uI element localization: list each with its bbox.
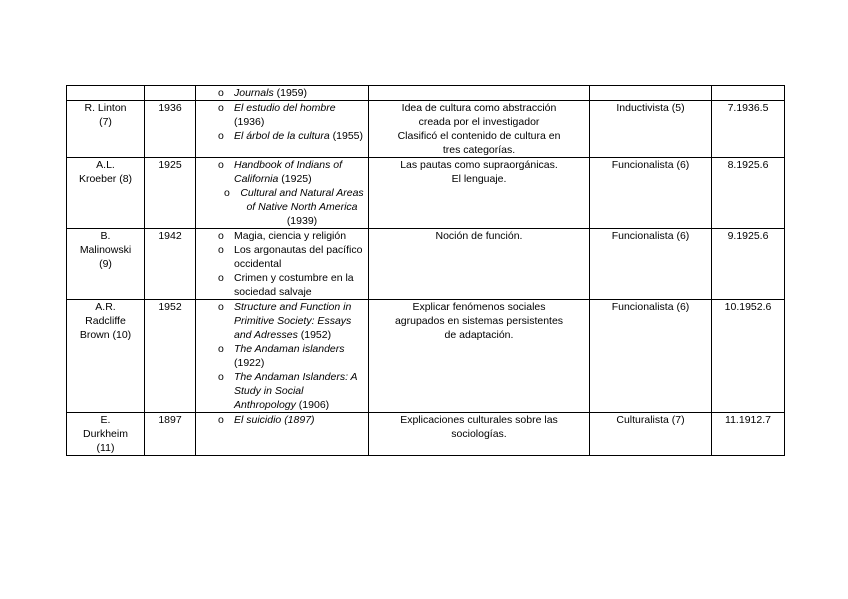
bullet-icon: o <box>218 371 224 383</box>
work-item <box>198 413 366 427</box>
works-cell <box>196 158 369 229</box>
works-cell <box>196 86 369 101</box>
bullet-icon: o <box>218 272 224 284</box>
idea-cell <box>369 300 590 413</box>
bullet-icon: o <box>218 414 224 426</box>
work-text <box>234 342 366 370</box>
work-item <box>198 300 366 342</box>
author-line: (11) <box>96 442 115 454</box>
idea-line: agrupados en sistemas persistentes <box>394 315 564 327</box>
work-title: The Andaman islanders <box>234 343 345 355</box>
year-cell <box>145 86 196 101</box>
work-item <box>198 158 366 186</box>
work-title: El suicidio (1897) <box>234 414 315 426</box>
work-year: (1959) <box>273 87 307 99</box>
work-item <box>198 243 366 271</box>
table-row <box>67 158 785 229</box>
bullet-icon: o <box>218 87 224 99</box>
code-cell <box>712 86 785 101</box>
year-cell: 1925 <box>145 158 196 229</box>
author-cell <box>67 413 145 456</box>
school-cell: Culturalista (7) <box>590 413 712 456</box>
work-text <box>234 158 366 186</box>
work-text <box>234 101 366 129</box>
code-cell: 9.1925.6 <box>712 229 785 300</box>
work-text <box>234 370 366 412</box>
work-year: (1939) <box>286 215 318 227</box>
work-title: Los argonautas del pacífico occidental <box>234 244 363 270</box>
author-cell <box>67 86 145 101</box>
work-title: El estudio del hombre <box>234 102 336 114</box>
school-cell: Funcionalista (6) <box>590 229 712 300</box>
idea-cell <box>369 229 590 300</box>
work-text <box>234 271 366 299</box>
work-text <box>234 243 366 271</box>
work-item <box>198 271 366 299</box>
bullet-icon: o <box>218 159 224 171</box>
work-text <box>234 413 366 427</box>
work-text <box>234 86 366 100</box>
bullet-icon: o <box>218 244 224 256</box>
idea-line: Las pautas como supraorgánicas. <box>400 159 558 171</box>
work-title: Crimen y costumbre en la sociedad salvaje <box>234 272 354 298</box>
bullet-icon: o <box>218 301 224 313</box>
author-line: Malinowski <box>79 244 132 256</box>
school-cell <box>590 86 712 101</box>
school-cell: Inductivista (5) <box>590 101 712 158</box>
work-text <box>238 186 366 228</box>
idea-line: de adaptación. <box>444 329 514 341</box>
bullet-icon: o <box>218 130 224 142</box>
work-text <box>234 300 366 342</box>
author-cell <box>67 229 145 300</box>
work-title: The Andaman Islanders: A Study in Social Anthropology <box>234 371 358 411</box>
table-row <box>67 300 785 413</box>
idea-line: Explicar fenómenos sociales <box>412 301 546 313</box>
idea-line: Explicaciones culturales sobre las <box>400 414 558 426</box>
idea-cell <box>369 86 590 101</box>
work-item <box>198 342 366 370</box>
work-item <box>198 370 366 412</box>
idea-cell <box>369 158 590 229</box>
work-item <box>198 229 366 243</box>
author-line: Radcliffe <box>85 315 126 327</box>
work-year: (1955) <box>329 130 364 142</box>
idea-line: Noción de función. <box>435 230 523 242</box>
work-title: Journals <box>234 87 274 99</box>
idea-line: tres categorías. <box>442 144 516 156</box>
bullet-icon: o <box>218 102 224 114</box>
code-cell: 7.1936.5 <box>712 101 785 158</box>
data-table <box>66 85 785 456</box>
idea-line: Idea de cultura como abstracción <box>401 102 557 114</box>
works-cell <box>196 413 369 456</box>
work-item <box>198 101 366 129</box>
author-cell <box>67 300 145 413</box>
author-line: Kroeber (8) <box>78 173 133 185</box>
work-year: (1952) <box>297 329 332 341</box>
school-cell: Funcionalista (6) <box>590 300 712 413</box>
author-line: A.L. <box>96 159 115 171</box>
idea-line: creada por el investigador <box>418 116 540 128</box>
works-cell <box>196 300 369 413</box>
author-line: (7) <box>99 116 112 128</box>
work-year: (1906) <box>295 399 330 411</box>
work-title: Magia, ciencia y religión <box>234 230 347 242</box>
author-line: (9) <box>99 258 112 270</box>
bullet-icon: o <box>218 343 224 355</box>
table-row <box>67 86 785 101</box>
table-row <box>67 229 785 300</box>
work-title: Handbook of Indians of California <box>234 159 342 185</box>
table-row <box>67 101 785 158</box>
works-cell <box>196 101 369 158</box>
idea-line: sociologías. <box>451 428 507 440</box>
work-item <box>198 129 366 143</box>
work-item <box>198 186 366 228</box>
author-line: Durkheim <box>83 428 128 440</box>
code-cell: 11.1912.7 <box>712 413 785 456</box>
author-line: R. Linton <box>84 102 127 114</box>
idea-cell <box>369 101 590 158</box>
year-cell: 1897 <box>145 413 196 456</box>
author-cell <box>67 101 145 158</box>
author-cell <box>67 158 145 229</box>
idea-cell <box>369 413 590 456</box>
year-cell: 1942 <box>145 229 196 300</box>
work-year: (1925) <box>278 173 312 185</box>
author-line: Brown (10) <box>79 329 132 341</box>
bullet-icon: o <box>218 230 224 242</box>
work-title: El árbol de la cultura <box>234 130 330 142</box>
school-cell: Funcionalista (6) <box>590 158 712 229</box>
code-cell: 10.1952.6 <box>712 300 785 413</box>
work-text <box>234 229 366 243</box>
works-cell <box>196 229 369 300</box>
year-cell: 1936 <box>145 101 196 158</box>
work-year: (1936) <box>234 116 265 128</box>
idea-line: Clasificó el contenido de cultura en <box>397 130 561 142</box>
author-line: E. <box>100 414 111 426</box>
year-cell: 1952 <box>145 300 196 413</box>
idea-line: El lenguaje. <box>451 173 507 185</box>
author-line: A.R. <box>95 301 116 313</box>
code-cell: 8.1925.6 <box>712 158 785 229</box>
work-text <box>234 129 366 143</box>
table-row <box>67 413 785 456</box>
bullet-icon: o <box>224 187 230 199</box>
work-year: (1922) <box>234 357 265 369</box>
author-line: B. <box>100 230 111 242</box>
work-title: Cultural and Natural Areas of Native North America <box>240 187 364 213</box>
work-item <box>198 86 366 100</box>
work-title: Structure and Function in Primitive Society: Essays and Adresses <box>234 301 352 341</box>
